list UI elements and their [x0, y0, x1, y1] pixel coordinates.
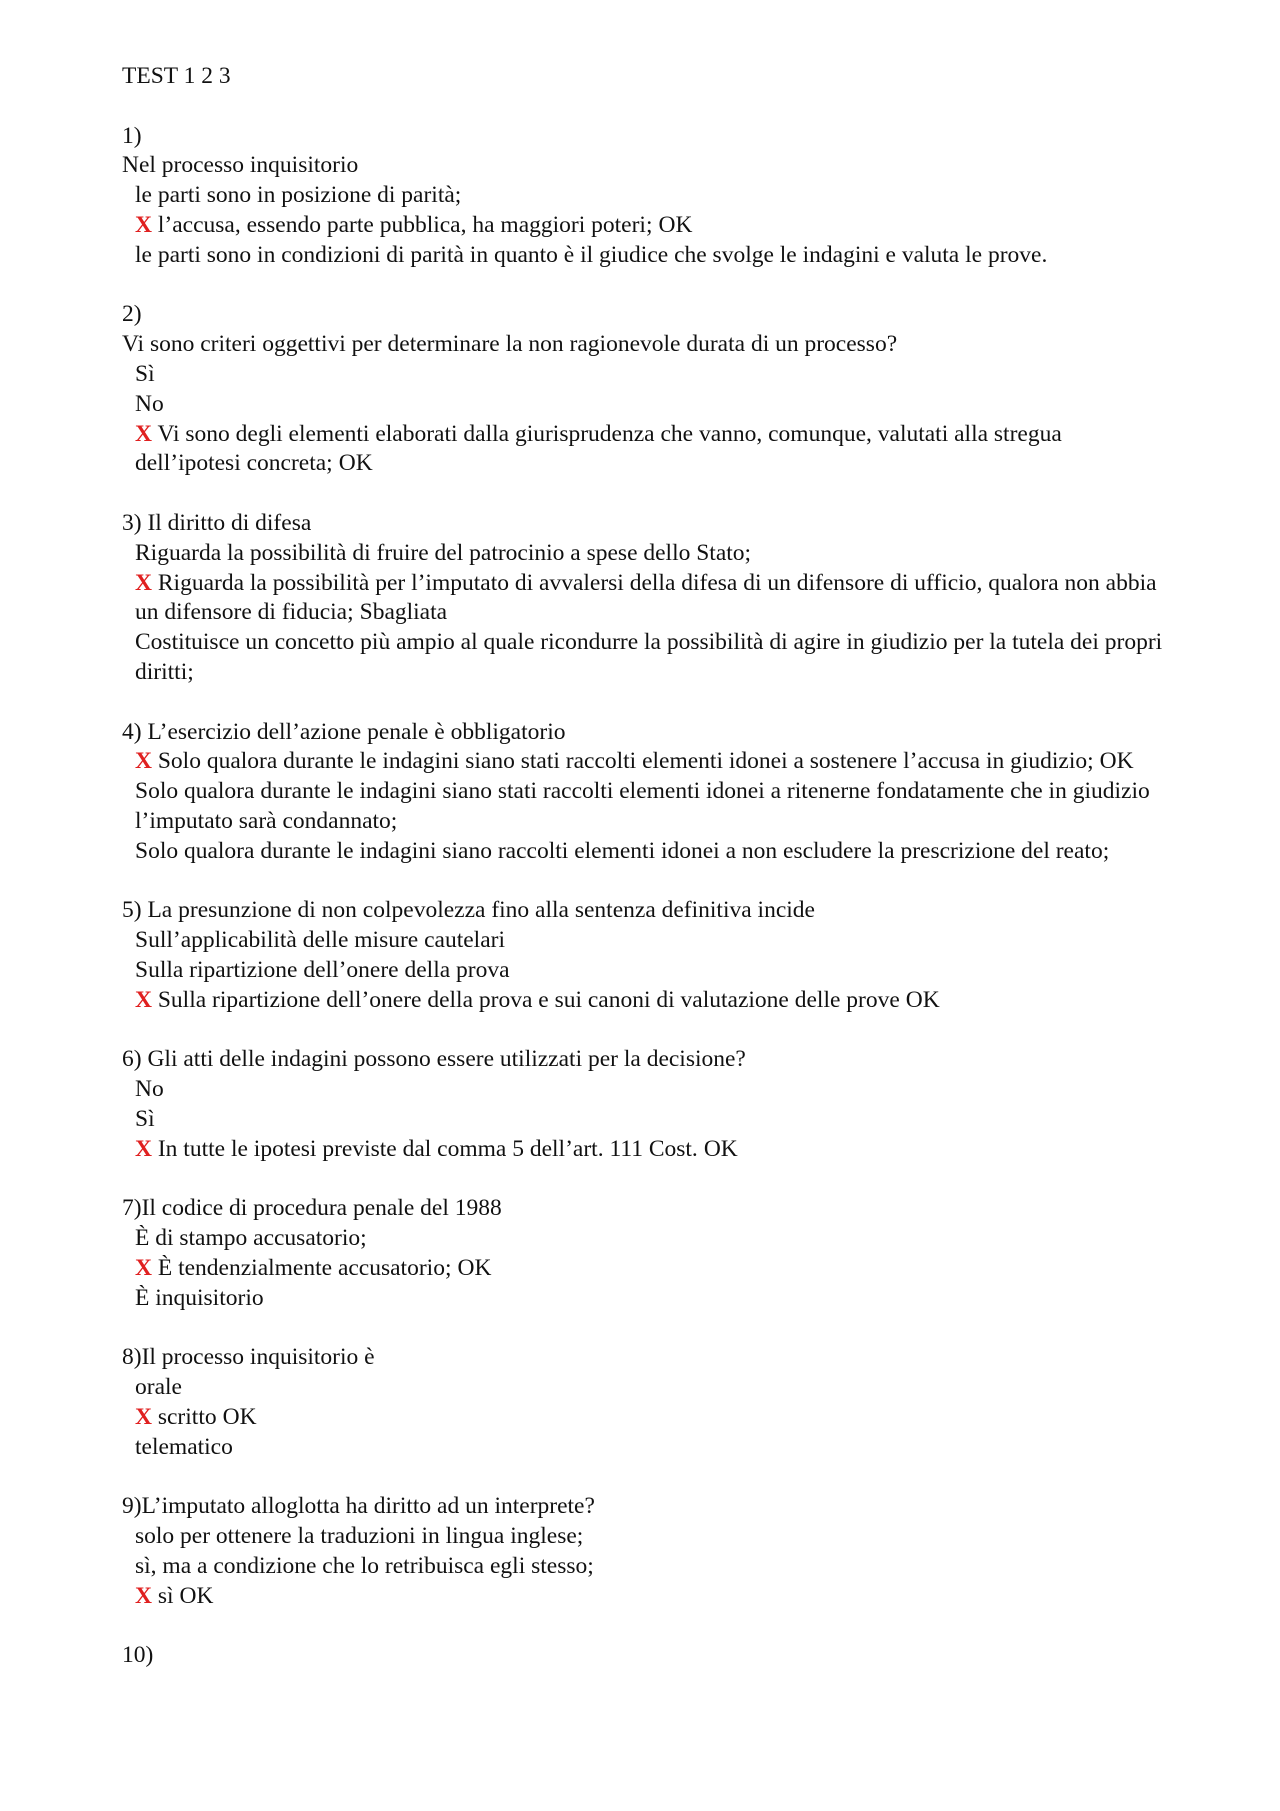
question-prompt: Nel processo inquisitorio	[122, 152, 359, 179]
answer-option	[122, 1522, 1172, 1552]
option-text: Solo qualora durante le indagini siano raccolti elementi idonei a non escludere la prescrizione del reato;	[135, 837, 1110, 864]
selected-x-mark: X	[135, 1582, 152, 1609]
answer-option	[122, 241, 1172, 271]
option-text: È inquisitorio	[135, 1284, 264, 1311]
question-8	[122, 1343, 1172, 1462]
answer-option-selected	[122, 211, 1172, 241]
question-1	[122, 122, 1172, 271]
question-prompt: L’imputato alloglotta ha diritto ad un interprete?	[141, 1493, 595, 1520]
answer-option-selected	[122, 1254, 1172, 1284]
answer-option	[122, 1075, 1172, 1105]
selected-x-mark: X	[135, 420, 152, 447]
answer-option-selected	[122, 986, 1172, 1016]
question-prompt: Gli atti delle indagini possono essere utilizzati per la decisione?	[147, 1046, 746, 1073]
answer-option	[122, 628, 1172, 688]
answer-option	[122, 1552, 1172, 1582]
question-number: 10)	[122, 1642, 154, 1669]
option-text: Solo qualora durante le indagini siano stati raccolti elementi idonei a ritenerne fondatamente che in giudizio l’imputato sarà condannato;	[135, 778, 1150, 834]
question-prompt: La presunzione di non colpevolezza fino alla sentenza definitiva incide	[147, 897, 815, 924]
answer-option	[122, 956, 1172, 986]
answer-option-selected	[122, 1582, 1172, 1612]
question-6	[122, 1045, 1172, 1164]
option-text: Sì	[135, 360, 155, 387]
option-text: sì	[157, 1582, 174, 1609]
answer-verdict: OK	[703, 1135, 738, 1162]
option-text: È di stampo accusatorio;	[135, 1225, 367, 1252]
option-text: Vi sono degli elementi elaborati dalla giurisprudenza che vanno, comunque, valutati alla stregua dell’ipotesi concreta;	[135, 420, 1062, 477]
question-5	[122, 896, 1172, 1015]
option-text: Sulla ripartizione dell’onere della prova	[135, 956, 510, 983]
option-text: No	[135, 1076, 164, 1103]
question-9	[122, 1492, 1172, 1611]
selected-x-mark: X	[135, 1403, 152, 1430]
answer-option	[122, 390, 1172, 420]
answer-option	[122, 777, 1172, 837]
question-text	[122, 1343, 1172, 1373]
answer-option	[122, 837, 1172, 867]
question-10	[122, 1641, 1172, 1671]
option-text: telematico	[135, 1433, 233, 1460]
question-number: 6)	[122, 1046, 142, 1073]
question-number: 2)	[122, 301, 142, 328]
option-text: scritto	[157, 1403, 217, 1430]
answer-verdict: OK	[905, 986, 940, 1013]
question-text	[122, 509, 1172, 539]
question-text	[122, 1194, 1172, 1224]
selected-x-mark: X	[135, 986, 152, 1013]
option-text: Riguarda la possibilità per l’imputato di avvalersi della difesa di un difensore di ufficio, qualora non abbia un difensore di fiducia;	[135, 569, 1157, 626]
selected-x-mark: X	[135, 748, 152, 775]
question-text	[122, 1492, 1172, 1522]
question-text	[122, 1045, 1172, 1075]
answer-option	[122, 1433, 1172, 1463]
selected-x-mark: X	[135, 211, 152, 238]
answer-verdict: OK	[222, 1403, 257, 1430]
question-text	[122, 718, 1172, 748]
option-text: l’accusa, essendo parte pubblica, ha maggiori poteri;	[157, 211, 653, 238]
question-prompt: L’esercizio dell’azione penale è obbligatorio	[147, 718, 566, 745]
answer-verdict: OK	[658, 211, 693, 238]
question-number: 8)	[122, 1344, 142, 1371]
option-text: Solo qualora durante le indagini siano stati raccolti elementi idonei a sostenere l’accusa in giudizio;	[157, 748, 1094, 775]
question-number: 3)	[122, 509, 142, 536]
question-prompt: Il diritto di difesa	[147, 509, 312, 536]
option-text: Sì	[135, 1105, 155, 1132]
document	[122, 62, 1172, 1701]
answer-verdict: OK	[457, 1254, 492, 1281]
answer-option	[122, 1284, 1172, 1314]
question-prompt: Il processo inquisitorio è	[141, 1344, 375, 1371]
question-7	[122, 1194, 1172, 1313]
selected-x-mark: X	[135, 569, 152, 596]
question-list	[122, 122, 1172, 1671]
question-2	[122, 300, 1172, 479]
answer-verdict: Sbagliata	[359, 599, 448, 626]
option-text: le parti sono in condizioni di parità in quanto è il giudice che svolge le indagini e valuta le prove.	[135, 241, 1048, 268]
option-text: solo per ottenere la traduzioni in lingua inglese;	[135, 1523, 584, 1550]
option-text: orale	[135, 1374, 182, 1401]
option-text: Sulla ripartizione dell’onere della prova e sui canoni di valutazione delle prove	[157, 986, 900, 1013]
answer-option-selected	[122, 1135, 1172, 1165]
answer-option	[122, 1373, 1172, 1403]
selected-x-mark: X	[135, 1254, 152, 1281]
answer-verdict: OK	[338, 450, 373, 477]
answer-option	[122, 926, 1172, 956]
answer-option	[122, 539, 1172, 569]
question-number: 5)	[122, 897, 142, 924]
question-number: 9)	[122, 1493, 142, 1520]
answer-option-selected	[122, 747, 1172, 777]
question-text	[122, 896, 1172, 926]
answer-option	[122, 1105, 1172, 1135]
option-text: Sull’applicabilità delle misure cautelari	[135, 927, 505, 954]
question-prompt: Vi sono criteri oggettivi per determinare la non ragionevole durata di un processo?	[122, 331, 898, 358]
option-text: È tendenzialmente accusatorio;	[157, 1254, 452, 1281]
answer-option	[122, 1224, 1172, 1254]
answer-option-selected	[122, 569, 1172, 629]
option-text: In tutte le ipotesi previste dal comma 5 dell’art. 111 Cost.	[157, 1135, 698, 1162]
answer-option	[122, 360, 1172, 390]
document-title: TEST 1 2 3	[122, 63, 231, 89]
selected-x-mark: X	[135, 1135, 152, 1162]
question-3	[122, 509, 1172, 688]
answer-verdict: OK	[179, 1582, 214, 1609]
answer-option-selected	[122, 420, 1172, 480]
question-number: 1)	[122, 122, 142, 149]
question-prompt: Il codice di procedura penale del 1988	[141, 1195, 502, 1222]
question-4	[122, 718, 1172, 867]
question-number: 4)	[122, 718, 142, 745]
option-text: Costituisce un concetto più ampio al quale ricondurre la possibilità di agire in giudizio per la tutela dei propri diritti;	[135, 629, 1163, 685]
answer-option-selected	[122, 1403, 1172, 1433]
option-text: sì, ma a condizione che lo retribuisca egli stesso;	[135, 1552, 594, 1579]
option-text: le parti sono in posizione di parità;	[135, 182, 462, 209]
answer-verdict: OK	[1099, 748, 1134, 775]
question-number: 7)	[122, 1195, 142, 1222]
option-text: No	[135, 390, 164, 417]
option-text: Riguarda la possibilità di fruire del patrocinio a spese dello Stato;	[135, 539, 752, 566]
answer-option	[122, 181, 1172, 211]
